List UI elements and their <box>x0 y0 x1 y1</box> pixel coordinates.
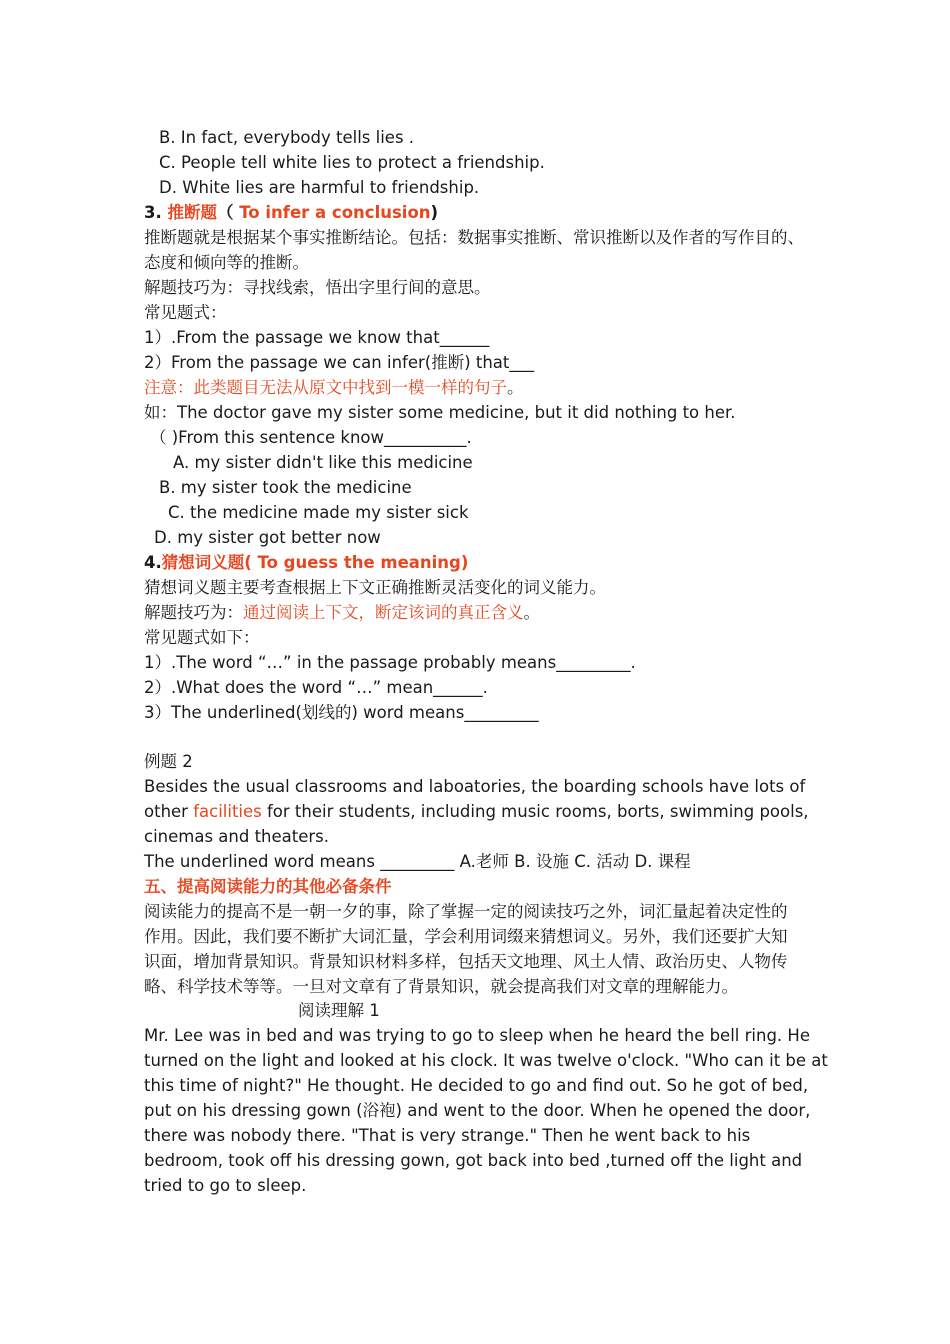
example-question: The underlined word means _________ A.老师 B. 设施 C. 活动 D. 课程 <box>144 852 691 871</box>
section-title-en: To infer a conclusion <box>233 203 431 222</box>
text-line: 常见题式： <box>144 303 227 322</box>
section-5-heading: 五、提高阅读能力的其他必备条件 <box>144 877 392 896</box>
option-a-line: A. my sister didn't like this medicine <box>173 453 473 472</box>
tip-text: 通过阅读上下文，断定该词的真正含义 <box>243 603 524 622</box>
tip-line <box>144 600 540 625</box>
option-c-line: C. the medicine made my sister sick <box>168 503 469 522</box>
note-end: 。 <box>507 378 524 397</box>
example-question: （ )From this sentence know__________. <box>150 428 472 447</box>
section-4-heading <box>144 550 468 575</box>
text-line: 态度和倾向等的推断。 <box>144 253 309 272</box>
text-line: 识面，增加背景知识。背景知识材料多样，包括天文地理、风土人情、政治历史、人物传 <box>144 952 788 971</box>
passage-line <box>144 799 809 824</box>
section-number: 4. <box>144 553 162 572</box>
story-line: bedroom, took off his dressing gown, got back into bed ,turned off the light and <box>144 1151 803 1170</box>
question-form-line: 2）From the passage we can infer(推断) that___ <box>144 353 535 372</box>
option-d-line: D. White lies are harmful to friendship. <box>159 178 480 197</box>
paren-open: （ <box>217 203 234 222</box>
text-line: 推断题就是根据某个事实推断结论。包括：数据事实推断、常识推断以及作者的写作目的、 <box>144 228 804 247</box>
story-line: put on his dressing gown (浴袍) and went to the door. When he opened the door, <box>144 1101 811 1120</box>
note-line <box>144 375 524 400</box>
example-sentence: 如：The doctor gave my sister some medicine, but it did nothing to her. <box>144 403 736 422</box>
paren-close: ) <box>430 203 439 222</box>
passage-line: Besides the usual classrooms and laboatories, the boarding schools have lots of <box>144 777 806 796</box>
option-b-line: B. my sister took the medicine <box>159 478 412 497</box>
option-d-line: D. my sister got better now <box>154 528 381 547</box>
story-line: turned on the light and looked at his clock. It was twelve o'clock. "Who can it be at <box>144 1051 828 1070</box>
text-line: 作用。因此，我们要不断扩大词汇量，学会利用词缀来猜想词义。另外，我们还要扩大知 <box>144 927 788 946</box>
highlighted-word: facilities <box>193 802 262 821</box>
example-2-label: 例题 2 <box>144 752 193 771</box>
passage-line: cinemas and theaters. <box>144 827 330 846</box>
reading-title: 阅读理解 1 <box>298 1001 380 1020</box>
story-line: this time of night?" He thought. He decided to go and find out. So he got of bed, <box>144 1076 809 1095</box>
section-title: 猜想词义题( To guess the meaning) <box>161 553 469 572</box>
section-3-heading <box>144 200 438 225</box>
passage-fragment: for their students, including music rooms, borts, swimming pools, <box>261 802 809 821</box>
tip-label: 解题技巧为： <box>144 603 243 622</box>
tip-end: 。 <box>523 603 540 622</box>
passage-fragment: other <box>144 802 194 821</box>
question-form-line: 1）.The word “…” in the passage probably means_________. <box>144 653 636 672</box>
text-line: 阅读能力的提高不是一朝一夕的事，除了掌握一定的阅读技巧之外，词汇量起着决定性的 <box>144 902 788 921</box>
question-form-line: 2）.What does the word “…” mean______. <box>144 678 488 697</box>
note-label: 注意： <box>144 378 194 397</box>
text-line: 解题技巧为：寻找线索，悟出字里行间的意思。 <box>144 278 491 297</box>
option-c-line: C. People tell white lies to protect a friendship. <box>159 153 545 172</box>
text-line: 猜想词义题主要考查根据上下文正确推断灵活变化的词义能力。 <box>144 578 606 597</box>
note-text: 此类题目无法从原文中找到一模一样的句子 <box>193 378 507 397</box>
text-line: 常见题式如下： <box>144 628 260 647</box>
question-form-line: 3）The underlined(划线的) word means_________ <box>144 703 539 722</box>
question-form-line: 1）.From the passage we know that______ <box>144 328 490 347</box>
story-line: Mr. Lee was in bed and was trying to go to sleep when he heard the bell ring. He <box>144 1026 810 1045</box>
section-number: 3. <box>144 203 168 222</box>
story-line: tried to go to sleep. <box>144 1176 307 1195</box>
section-title-cn: 推断题 <box>167 203 217 222</box>
text-line: 略、科学技术等等。一旦对文章有了背景知识，就会提高我们对文章的理解能力。 <box>144 977 738 996</box>
story-line: there was nobody there. "That is very strange." Then he went back to his <box>144 1126 751 1145</box>
option-b-line: B. In fact, everybody tells lies . <box>159 128 415 147</box>
